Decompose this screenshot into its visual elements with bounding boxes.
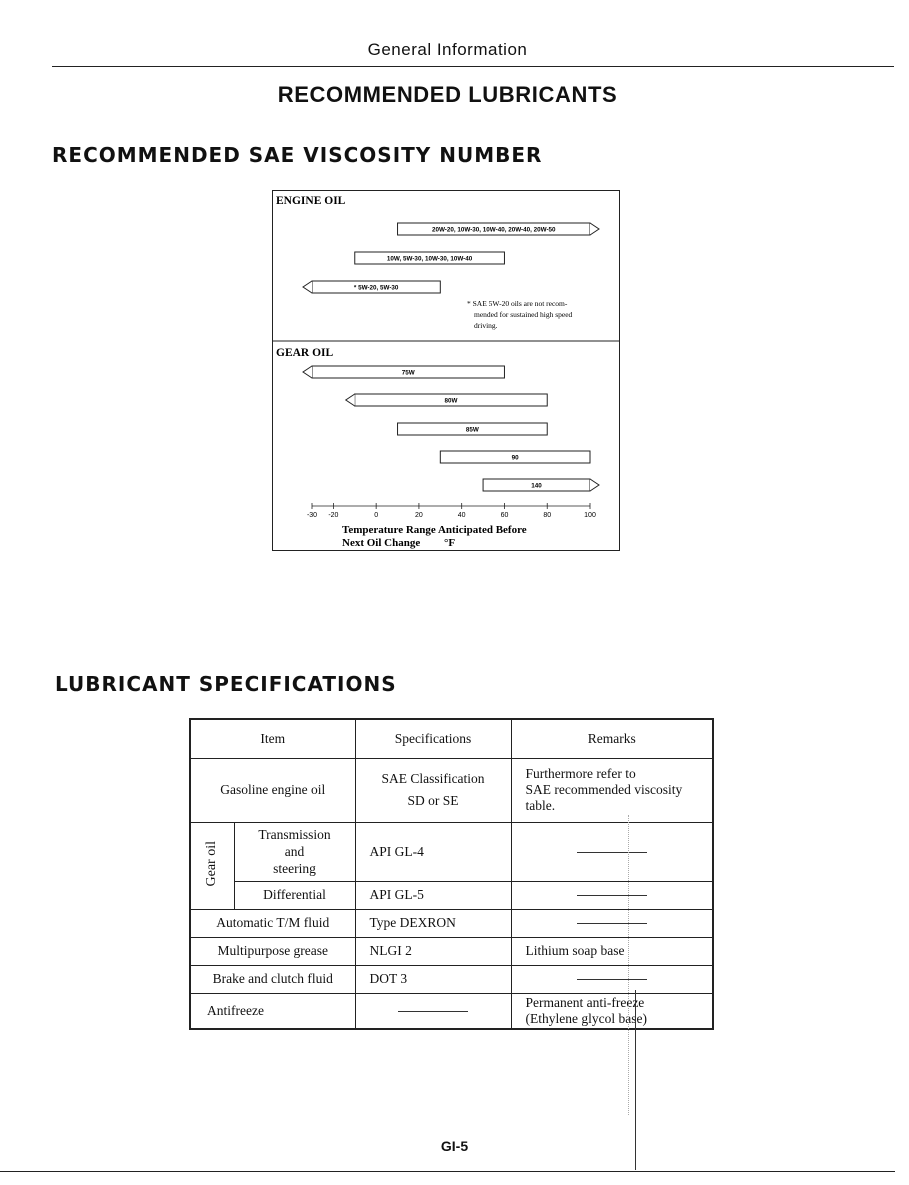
engine-oil-bar-2 <box>303 281 440 293</box>
engine-oil-bar-label-1: 10W, 5W-30, 10W-30, 10W-40 <box>386 255 473 263</box>
gear-oil-bars <box>303 366 599 491</box>
differential-remark <box>511 881 713 909</box>
header-remarks: Remarks <box>511 719 713 758</box>
viscosity-chart <box>272 190 620 551</box>
header-rule <box>52 66 894 67</box>
gasoline-spec <box>355 758 511 822</box>
gear-oil-bar-arrow-right-4 <box>590 479 599 491</box>
scan-artifact-dotted <box>628 815 629 1115</box>
antifreeze-item: Antifreeze <box>190 993 355 1029</box>
gear-oil-bar-label-3: 90 <box>511 454 519 462</box>
dash-mark <box>398 1011 468 1012</box>
atf-spec: Type DEXRON <box>355 909 511 937</box>
brake-spec: DOT 3 <box>355 965 511 993</box>
x-axis-ticks <box>307 503 596 519</box>
antifreeze-remark-line1: Permanent anti-freeze <box>525 994 645 1010</box>
engine-note <box>467 299 574 330</box>
dash-mark <box>577 923 647 924</box>
differential-spec: API GL-5 <box>355 881 511 909</box>
gear-oil-bar-label-0: 75W <box>401 369 415 377</box>
table-row <box>190 881 713 909</box>
x-tick-label-0: -30 <box>306 512 318 519</box>
transmission-spec: API GL-4 <box>355 822 511 881</box>
gasoline-remark-line1: Furthermore refer to <box>525 766 636 781</box>
gear-oil-group <box>190 822 234 909</box>
gasoline-spec-line2: SD or SE <box>407 793 459 808</box>
table-header-row <box>190 719 713 758</box>
viscosity-section-title: RECOMMENDED SAE VISCOSITY NUMBER <box>52 143 543 167</box>
gasoline-spec-line1: SAE Classification <box>381 771 485 786</box>
grease-item: Multipurpose grease <box>190 937 355 965</box>
gear-oil-bar-1 <box>346 394 547 406</box>
gear-oil-vertical-label: Gear oil <box>204 840 220 887</box>
gear-oil-bar-0 <box>303 366 504 378</box>
table-row <box>190 822 713 881</box>
x-tick-label-1: -20 <box>328 512 339 519</box>
transmission-item <box>234 822 355 881</box>
table-row <box>190 965 713 993</box>
x-label-line2: Next Oil Change <box>342 537 421 549</box>
engine-oil-label: ENGINE OIL <box>276 195 346 207</box>
table-row <box>190 758 713 822</box>
x-tick-label-5: 60 <box>500 512 509 519</box>
gear-oil-bar-label-4: 140 <box>531 482 542 490</box>
note-line-1: * SAE 5W-20 oils are not recom- <box>467 299 568 308</box>
antifreeze-spec <box>355 993 511 1029</box>
differential-item: Differential <box>234 881 355 909</box>
engine-oil-bar-label-0: 20W-20, 10W-30, 10W-40, 20W-40, 20W-50 <box>431 226 556 234</box>
footer-rule <box>0 1171 895 1172</box>
antifreeze-remark <box>511 993 713 1029</box>
engine-oil-bar-arrow-right-0 <box>590 223 599 235</box>
header-item: Item <box>190 719 355 758</box>
lubricant-spec-table <box>189 718 714 1030</box>
gear-oil-bar-label-2: 85W <box>465 426 479 434</box>
brake-item: Brake and clutch fluid <box>190 965 355 993</box>
gear-oil-bar-arrow-left-1 <box>346 394 355 406</box>
transmission-line3: steering <box>273 861 316 876</box>
note-line-2: mended for sustained high speed <box>474 310 573 319</box>
dash-mark <box>577 979 647 980</box>
gear-oil-label: GEAR OIL <box>276 347 334 359</box>
gasoline-remark-line2: SAE recommended viscosity <box>525 782 683 797</box>
x-label-unit: °F <box>444 537 456 549</box>
x-tick-label-4: 40 <box>457 512 466 519</box>
engine-oil-bar-0 <box>398 223 599 235</box>
x-tick-label-7: 100 <box>584 512 596 519</box>
page-header: General Information <box>367 40 528 59</box>
transmission-line2: and <box>284 844 305 859</box>
brake-remark <box>511 965 713 993</box>
note-line-3: driving. <box>474 321 498 330</box>
gasoline-remark <box>511 758 713 822</box>
gasoline-remark-line3: table. <box>525 798 556 813</box>
grease-remark: Lithium soap base <box>511 937 713 965</box>
atf-item: Automatic T/M fluid <box>190 909 355 937</box>
gasoline-item: Gasoline engine oil <box>190 758 355 822</box>
x-tick-label-6: 80 <box>543 512 552 519</box>
header-spec: Specifications <box>355 719 511 758</box>
engine-oil-bar-label-2: * 5W-20, 5W-30 <box>353 284 399 292</box>
x-tick-label-3: 20 <box>415 512 423 519</box>
x-tick-label-2: 0 <box>374 512 379 519</box>
engine-oil-bar-1 <box>355 252 505 264</box>
atf-remark <box>511 909 713 937</box>
engine-oil-bars <box>303 223 599 293</box>
transmission-remark <box>511 822 713 881</box>
specs-section-title: LUBRICANT SPECIFICATIONS <box>55 672 397 696</box>
page-number: GI-5 <box>440 1138 469 1154</box>
antifreeze-remark-line2: (Ethylene glycol base) <box>525 1010 647 1026</box>
grease-spec: NLGI 2 <box>355 937 511 965</box>
table-row <box>190 937 713 965</box>
x-label-line1: Temperature Range Anticipated Before <box>342 524 527 536</box>
transmission-line1: Transmission <box>258 827 331 842</box>
gear-oil-bar-2 <box>398 423 548 435</box>
dash-mark <box>577 852 647 853</box>
gear-oil-bar-3 <box>440 451 590 463</box>
table-row <box>190 909 713 937</box>
gear-oil-bar-4 <box>483 479 599 491</box>
gear-oil-bar-arrow-left-0 <box>303 366 312 378</box>
page-title: RECOMMENDED LUBRICANTS <box>277 82 618 107</box>
gear-oil-bar-label-1: 80W <box>444 397 458 405</box>
engine-oil-bar-arrow-left-2 <box>303 281 312 293</box>
dash-mark <box>577 895 647 896</box>
